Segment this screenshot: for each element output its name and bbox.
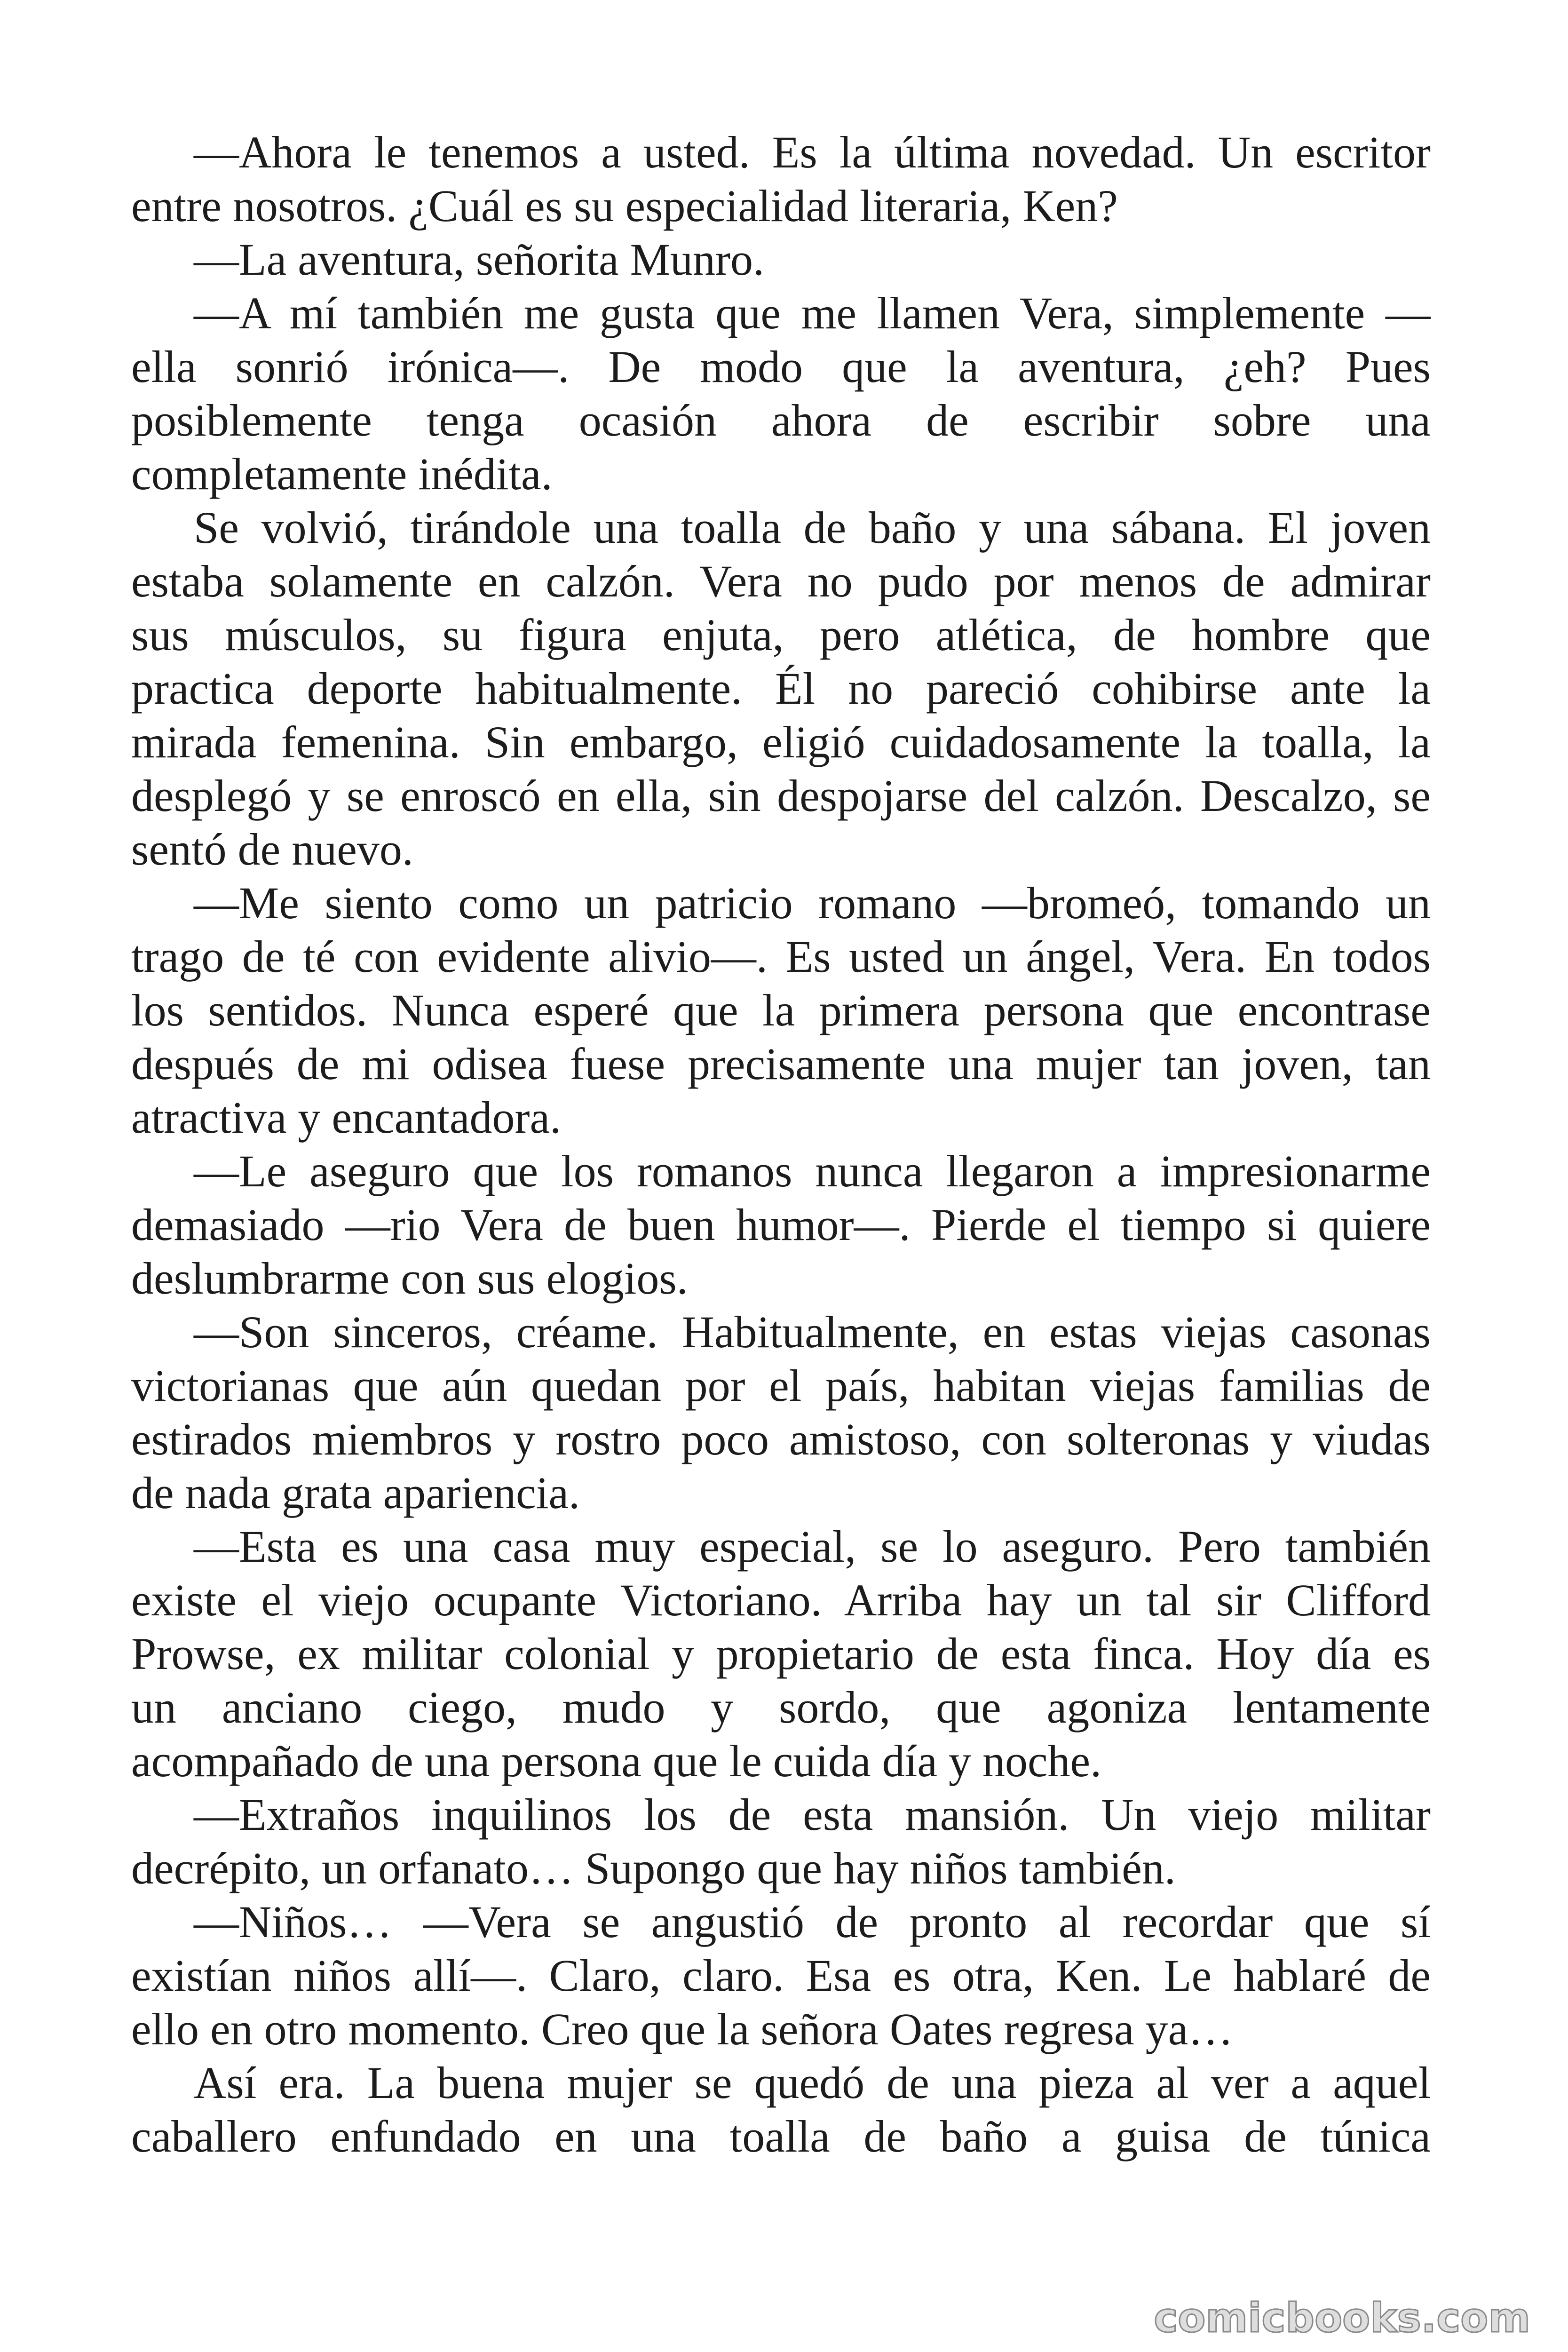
text-line: —Ahora le tenemos a usted. Es la última novedad. Un escritor xyxy=(194,127,1431,177)
paragraph xyxy=(131,1895,1431,2056)
text-line: existían niños allí—. Claro, claro. Esa es otra, Ken. Le hablaré de xyxy=(131,1950,1431,2001)
text-line: —La aventura, señorita Munro. xyxy=(194,234,764,285)
text-line: demasiado —rio Vera de buen humor—. Pierde el tiempo si quiere xyxy=(131,1200,1431,1250)
text-line: practica deporte habitualmente. Él no pareció cohibirse ante la xyxy=(131,663,1431,714)
text-line: —Son sinceros, créame. Habitualmente, en estas viejas casonas xyxy=(194,1307,1431,1357)
paragraph xyxy=(131,1788,1431,1895)
text-line: —Extraños inquilinos los de esta mansión. Un viejo militar xyxy=(194,1789,1431,1840)
text-line: acompañado de una persona que le cuida día y noche. xyxy=(131,1736,1102,1786)
text-line: Se volvió, tirándole una toalla de baño y una sábana. El joven xyxy=(194,502,1431,553)
text-line: de nada grata apariencia. xyxy=(131,1468,580,1518)
text-line: —A mí también me gusta que me llamen Vera, simplemente — xyxy=(194,288,1431,338)
text-line: ello en otro momento. Creo que la señora Oates regresa ya… xyxy=(131,2004,1234,2054)
text-line: Así era. La buena mujer se quedó de una pieza al ver a aquel xyxy=(194,2058,1431,2108)
text-line: victorianas que aún quedan por el país, habitan viejas familias de xyxy=(131,1360,1431,1411)
text-line: estirados miembros y rostro poco amistoso, con solteronas y viudas xyxy=(131,1414,1431,1464)
text-line: Prowse, ex militar colonial y propietario de esta finca. Hoy día es xyxy=(131,1629,1431,1679)
watermark: comicbooks.com xyxy=(1154,2295,1530,2342)
text-line: deslumbrarme con sus elogios. xyxy=(131,1253,688,1303)
page-text xyxy=(131,126,1431,2163)
paragraph xyxy=(131,1520,1431,1788)
paragraph xyxy=(131,2056,1431,2163)
paragraph xyxy=(131,501,1431,876)
paragraph xyxy=(131,876,1431,1144)
paragraph xyxy=(131,233,1431,286)
paragraph xyxy=(131,126,1431,233)
paragraph xyxy=(131,286,1431,501)
text-line: trago de té con evidente alivio—. Es usted un ángel, Vera. En todos xyxy=(131,931,1431,982)
text-line: estaba solamente en calzón. Vera no pudo por menos de admirar xyxy=(131,556,1431,606)
text-line: desplegó y se enroscó en ella, sin despojarse del calzón. Descalzo, se xyxy=(131,771,1431,821)
text-line: sentó de nuevo. xyxy=(131,824,413,874)
text-line: ella sonrió irónica—. De modo que la aventura, ¿eh? Pues xyxy=(131,342,1431,392)
text-line: posiblemente tenga ocasión ahora de escribir sobre una xyxy=(131,395,1431,445)
text-line: —Esta es una casa muy especial, se lo aseguro. Pero también xyxy=(194,1521,1431,1572)
text-line: decrépito, un orfanato… Supongo que hay niños también. xyxy=(131,1843,1176,1893)
text-line: existe el viejo ocupante Victoriano. Arriba hay un tal sir Clifford xyxy=(131,1575,1431,1625)
text-line: después de mi odisea fuese precisamente una mujer tan joven, tan xyxy=(131,1039,1431,1089)
text-line: —Le aseguro que los romanos nunca llegaron a impresionarme xyxy=(194,1146,1431,1196)
text-line: mirada femenina. Sin embargo, eligió cuidadosamente la toalla, la xyxy=(131,717,1431,767)
paragraph xyxy=(131,1305,1431,1520)
text-line: —Niños… —Vera se angustió de pronto al recordar que sí xyxy=(194,1897,1431,1947)
text-line: sus músculos, su figura enjuta, pero atlética, de hombre que xyxy=(131,610,1431,660)
paragraph xyxy=(131,1144,1431,1305)
text-line: atractiva y encantadora. xyxy=(131,1092,562,1143)
text-line: un anciano ciego, mudo y sordo, que agoniza lentamente xyxy=(131,1682,1431,1732)
text-line: los sentidos. Nunca esperé que la primera persona que encontrase xyxy=(131,985,1431,1035)
text-line: completamente inédita. xyxy=(131,449,553,499)
text-line: —Me siento como un patricio romano —bromeó, tomando un xyxy=(194,878,1431,928)
text-line: caballero enfundado en una toalla de baño a guisa de túnica xyxy=(131,2111,1431,2161)
text-line: entre nosotros. ¿Cuál es su especialidad literaria, Ken? xyxy=(131,181,1118,231)
